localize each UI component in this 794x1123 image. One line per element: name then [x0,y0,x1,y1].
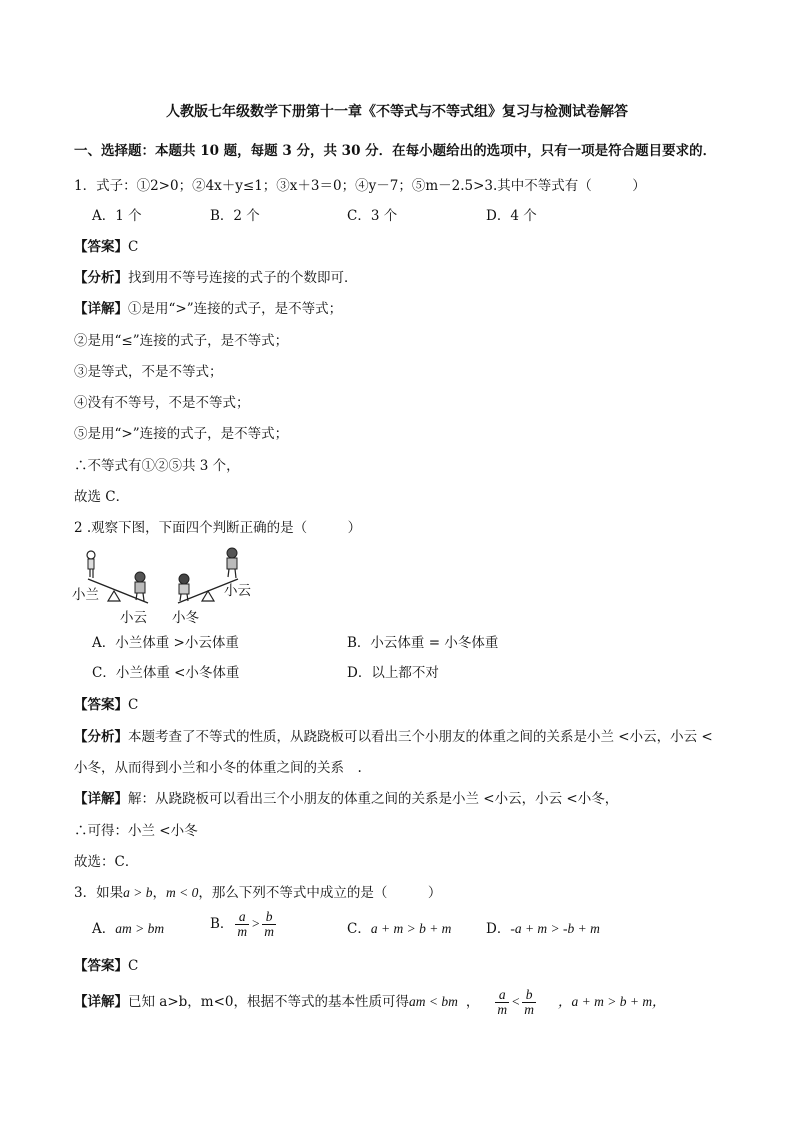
q3-detail [74,988,666,1017]
q1-detail-3: ③是等式，不是不等式； [74,364,223,380]
q3-condition-1: a > b [123,885,153,900]
q1-option-a: A．1 个 [92,208,142,224]
q1-option-b: B．2 个 [210,208,260,224]
option-expr: a + m > b + m [370,921,452,936]
option-label: B． [210,916,234,932]
detail-text: 解：从跷跷板可以看出三个小朋友的体重之间的关系是小兰 <小云，小云 <小冬， [128,791,619,807]
detail-tag: 【详解】 [74,301,128,317]
fraction-b-over-m [522,988,536,1017]
q3-stem-sep: ， [152,885,166,901]
q1-detail-4: ④没有不等号，不是不等式； [74,395,250,411]
q3-option-d [486,920,600,938]
q2-stem: 2 .观察下图，下面四个判断正确的是（ ） [74,520,362,536]
analysis-text: 本题考查了不等式的性质，从跷跷板可以看出三个小朋友的体重之间的关系是小兰 <小云，小云 < [128,729,713,745]
option-label: A． [92,921,116,937]
q2-detail-1 [74,790,618,808]
option-op: > [251,916,261,931]
q2-detail-2: ∴可得：小兰 <小冬 [74,823,198,839]
frac-den: m [237,924,248,939]
detail-text: ①是用“>”连接的式子，是不等式； [128,301,343,317]
q2-option-b: B．小云体重 = 小冬体重 [347,635,499,651]
detail-prefix: 已知 a>b，m<0，根据不等式的基本性质可得 [128,994,409,1010]
q2-analysis-1 [74,728,713,746]
q3-condition-2: m < 0 [165,885,199,900]
q2-answer [74,696,138,714]
figure-label-xiaodong: 小冬 [172,610,199,626]
frac-den: m [497,1002,508,1017]
frac-den: m [264,924,275,939]
answer-tag: 【答案】 [74,239,128,255]
q1-option-d: D．4 个 [486,208,537,224]
q1-option-c: C．3 个 [347,208,398,224]
figure-label-xiaolan: 小兰 [72,587,99,603]
option-expr: -a + m > -b + m [510,921,600,936]
option-expr: am > bm [115,921,165,936]
figure-label-xiaoyun-left: 小云 [120,610,147,626]
fraction-b-over-m [262,910,276,939]
figure-label-xiaoyun-right: 小云 [224,583,251,599]
answer-value: C [128,239,139,255]
q3-option-c [347,920,451,938]
q2-option-a: A．小兰体重 >小云体重 [92,635,239,651]
answer-tag: 【答案】 [74,697,128,713]
frac-num: b [262,910,276,925]
q2-option-c: C．小兰体重 <小冬体重 [92,665,240,681]
detail-tag: 【详解】 [74,791,128,807]
frac-num: b [522,988,536,1003]
frac-num: a [495,988,509,1003]
q1-detail-1 [74,300,342,318]
analysis-tag: 【分析】 [74,729,128,745]
q2-analysis-2: 小冬，从而得到小兰和小冬的体重之间的关系 . [74,760,362,776]
option-label: C． [347,921,371,937]
frac-num: a [235,910,249,925]
option-label: D． [486,921,511,937]
frac-den: m [524,1002,534,1017]
q1-detail-5: ⑤是用“>”连接的式子，是不等式； [74,426,289,442]
q3-option-b [210,910,278,939]
q1-detail-6: ∴不等式有①②⑤共 3 个， [74,458,240,474]
q1-analysis [74,269,358,287]
detail-expr-1: am < bm [409,994,458,1009]
answer-value: C [128,697,139,713]
detail-tag: 【详解】 [74,994,128,1010]
fraction-a-over-m [495,988,509,1017]
q1-detail-2: ②是用“≤”连接的式子，是不等式； [74,333,289,349]
detail-sep: ， [465,994,480,1010]
q3-stem-suffix: ，那么下列不等式中成立的是（ ） [198,885,442,901]
page-title: 人教版七年级数学下册第十一章《不等式与不等式组》复习与检测试卷解答 [166,104,628,120]
q3-option-a [92,920,164,938]
q3-answer [74,957,138,975]
answer-value: C [128,958,139,974]
analysis-tag: 【分析】 [74,270,128,286]
q3-stem-prefix: 3．如果 [74,885,124,901]
q3-stem [74,884,441,902]
q2-option-d: D．以上都不对 [347,665,439,681]
detail-op: < [511,994,521,1009]
seesaw-figure [70,545,260,625]
fraction-a-over-m [235,910,249,939]
answer-tag: 【答案】 [74,958,128,974]
q1-detail-7: 故选 C． [74,489,130,505]
q1-stem: 1．式子：①2>0；②4x＋y≤1；③x＋3＝0；④y－7；⑤m－2.5>3.其中不等式有（ ） [74,178,646,194]
section-heading: 一、选择题：本题共 10 题，每题 3 分，共 30 分．在每小题给出的选项中，只有一项是符合题目要求的． [74,143,717,159]
detail-expr-3: ，a + m > b + m， [557,994,666,1009]
q2-detail-3: 故选：C． [74,854,139,870]
analysis-text: 找到用不等号连接的式子的个数即可． [128,270,358,286]
q1-answer [74,238,138,256]
